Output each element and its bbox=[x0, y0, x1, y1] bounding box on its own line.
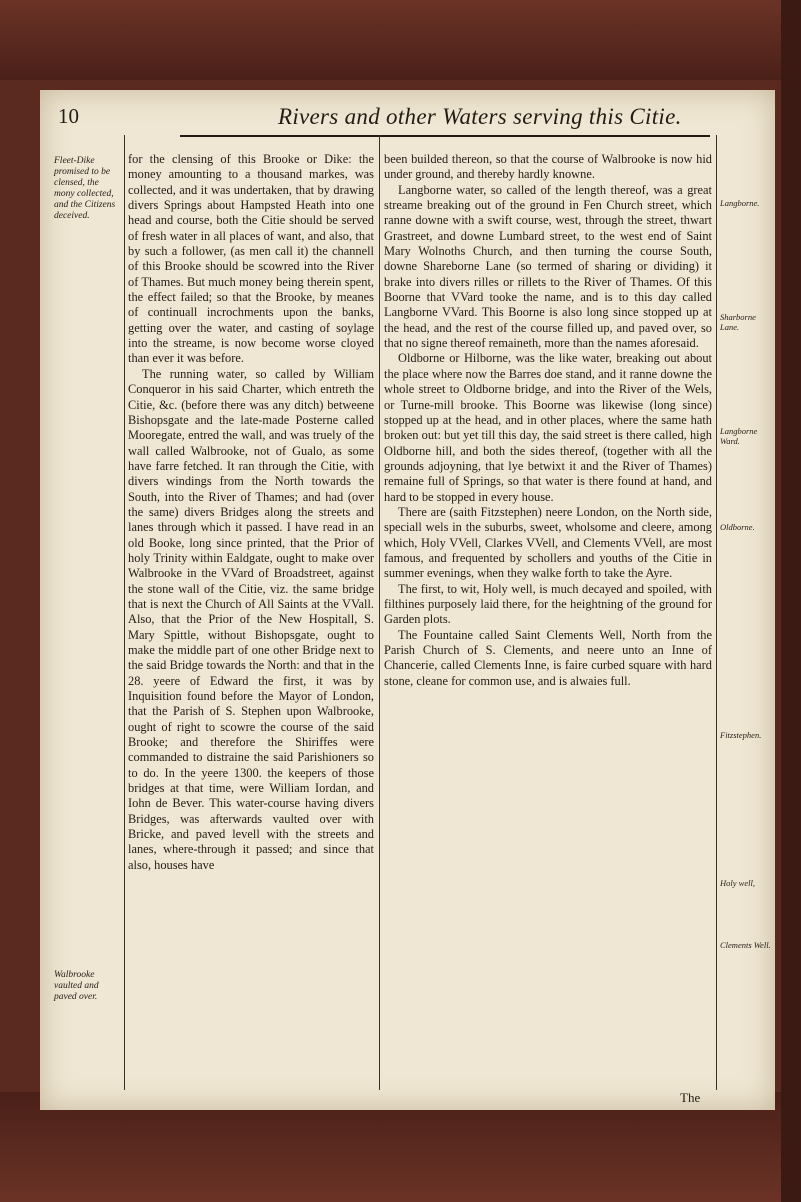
paragraph: The running water, so called by William Conqueror in his said Charter, which entreth the Citie, &c. (before there was any ditch) betweene Bishopsgate and the late-made Posterne called Mooregate, entred the wall, and was truely of the wall called Walbrooke, not of Gualo, as some have farre fetched. It ran through the Citie, with divers windings from the North towards the South, into the River of Thames; and had (over the same) divers Bridges along the streets and lanes through which it passed. I have read in an old Booke, long since printed, that the Prior of holy Trinity within Ealdgate, ought to make over Walbrooke in the VVard of Broadstreet, against the stone wall of the Citie, viz. the same bridge that is next the Church of All Saints at the VVall. Also, that the Prior of the New Hospitall, S. Mary Spittle, without Bishopsgate, ought to make the middle part of one other Bridge next to the said Bridge towards the North: and that in the 28. yeere of Edward the first, it was by Inquisition found before the Mayor of London, that the Parish of S. Stephen upon Walbrooke, ought of right to scowre the course of the said Brooke; and therefore the Shiriffes were commanded to distraine the said Parishioners so to do. In the yeere 1300. the keepers of those bridges at that time, were William Iordan, and Iohn de Bever. This water-course having divers Bridges, was afterwards vaulted over with Bricke, and paved levell with the streets and lanes, where-through it passed; and since that also, houses have bbox=[128, 366, 374, 872]
paragraph: been builded thereon, so that the course of Walbrooke is now hid under ground, and thereby hardly knowne. bbox=[384, 152, 712, 182]
margin-note-langborne-ward: Langborne Ward. bbox=[720, 426, 758, 446]
left-margin-rule bbox=[124, 135, 125, 1090]
left-column bbox=[128, 152, 374, 873]
margin-note-sharborne-lane: Sharborne Lane. bbox=[720, 312, 756, 332]
catchword: The bbox=[680, 1090, 701, 1105]
page-header bbox=[58, 104, 758, 132]
running-title: Rivers and other Waters serving this Citie. bbox=[278, 104, 682, 129]
margin-note-clements-well: Clements Well. bbox=[720, 940, 771, 950]
binding-edge bbox=[781, 0, 801, 1202]
margin-note-walbrooke: Walbrooke vaulted and paved over. bbox=[54, 970, 99, 1002]
paragraph: There are (saith Fitzstephen) neere London, on the North side, speciall wels in the suburbs, sweet, wholsome and cleere, among which, Holy VVell, Clarkes VVell, and Clements VVell, are most famous, and frequented by schollers and youths of the Citie in summer evenings, when they walke forth to take the Ayre. bbox=[384, 504, 712, 581]
margin-note-langborne: Langborne. bbox=[720, 198, 760, 208]
paragraph: for the clensing of this Brooke or Dike: the money amounting to a thousand markes, was collected, and it was undertaken, that by drawing divers Springs about Hampsted Heath into one head and course, both the Citie should be served of fresh water in all places of want, and also, that by such a follower, (as men call it) the channell of this Brooke should be scowred into the River of Thames. But much money being therein spent, the effect failed; so that the Brooke, by meanes of continuall incrochments upon the banks, getting over the water, and casting of soylage into the streame, is now become worse cloyed than ever it was before. bbox=[128, 152, 374, 366]
paragraph: Oldborne or Hilborne, was the like water, breaking out about the place where now the Barres doe stand, and it ranne downe the whole street to Oldborne bridge, and into the River of the Wels, or Turne-mill brooke. This Boorne was likewise (long since) stopped up at the head, and in other places, where the same hath broken out: but yet till this day, the said street is there called, high Oldborne hill, and both the sides thereof, (together with all the grounds adjoyning, that lye betwixt it and the River of Thames) remaine full of Springs, so that water is there found at hand, and hard to be stopped in every house. bbox=[384, 351, 712, 504]
paragraph: Langborne water, so called of the length thereof, was a great streame breaking out of the ground in Fen Church street, which ranne downe with a swift course, west, through the street, thwart Grastreet, and downe Lumbard street, to the west end of Saint Mary Wolnoths Church, and then turning the course South, downe Shareborne Lane (so termed of sharing or dividing) it brake into divers rilles or rillets to the River of Thames. Of this Boorne that VVard tooke the name, and is to this day called Langborne VVard. This Boorne is also long since stopped up at the head, and the rest of the course filled up, and paved over, so that no signe thereof remaineth, more than the names aforesaid. bbox=[384, 182, 712, 351]
margin-note-fleet-dike: Fleet-Dike promised to be clensed, the mony collected, and the Citizens deceived. bbox=[54, 156, 116, 221]
binding-top bbox=[0, 0, 801, 80]
margin-note-oldborne: Oldborne. bbox=[720, 522, 755, 532]
column-rule bbox=[379, 135, 380, 1090]
paragraph: The Fountaine called Saint Clements Well, North from the Parish Church of S. Clements, and neere unto an Inne of Chancerie, called Clements Inne, is faire curbed square with hard stone, cleane for common use, and is alwaies full. bbox=[384, 627, 712, 688]
margin-note-holy-well: Holy well, bbox=[720, 878, 755, 888]
page-number: 10 bbox=[58, 104, 79, 128]
right-margin-rule bbox=[716, 135, 717, 1090]
book-page bbox=[40, 90, 775, 1110]
header-rule bbox=[180, 135, 710, 137]
paragraph: The first, to wit, Holy well, is much decayed and spoiled, with filthines purposely laid there, for the heightning of the ground for Garden plots. bbox=[384, 581, 712, 627]
margin-note-fitzstephen: Fitzstephen. bbox=[720, 730, 762, 740]
right-column bbox=[384, 152, 712, 689]
